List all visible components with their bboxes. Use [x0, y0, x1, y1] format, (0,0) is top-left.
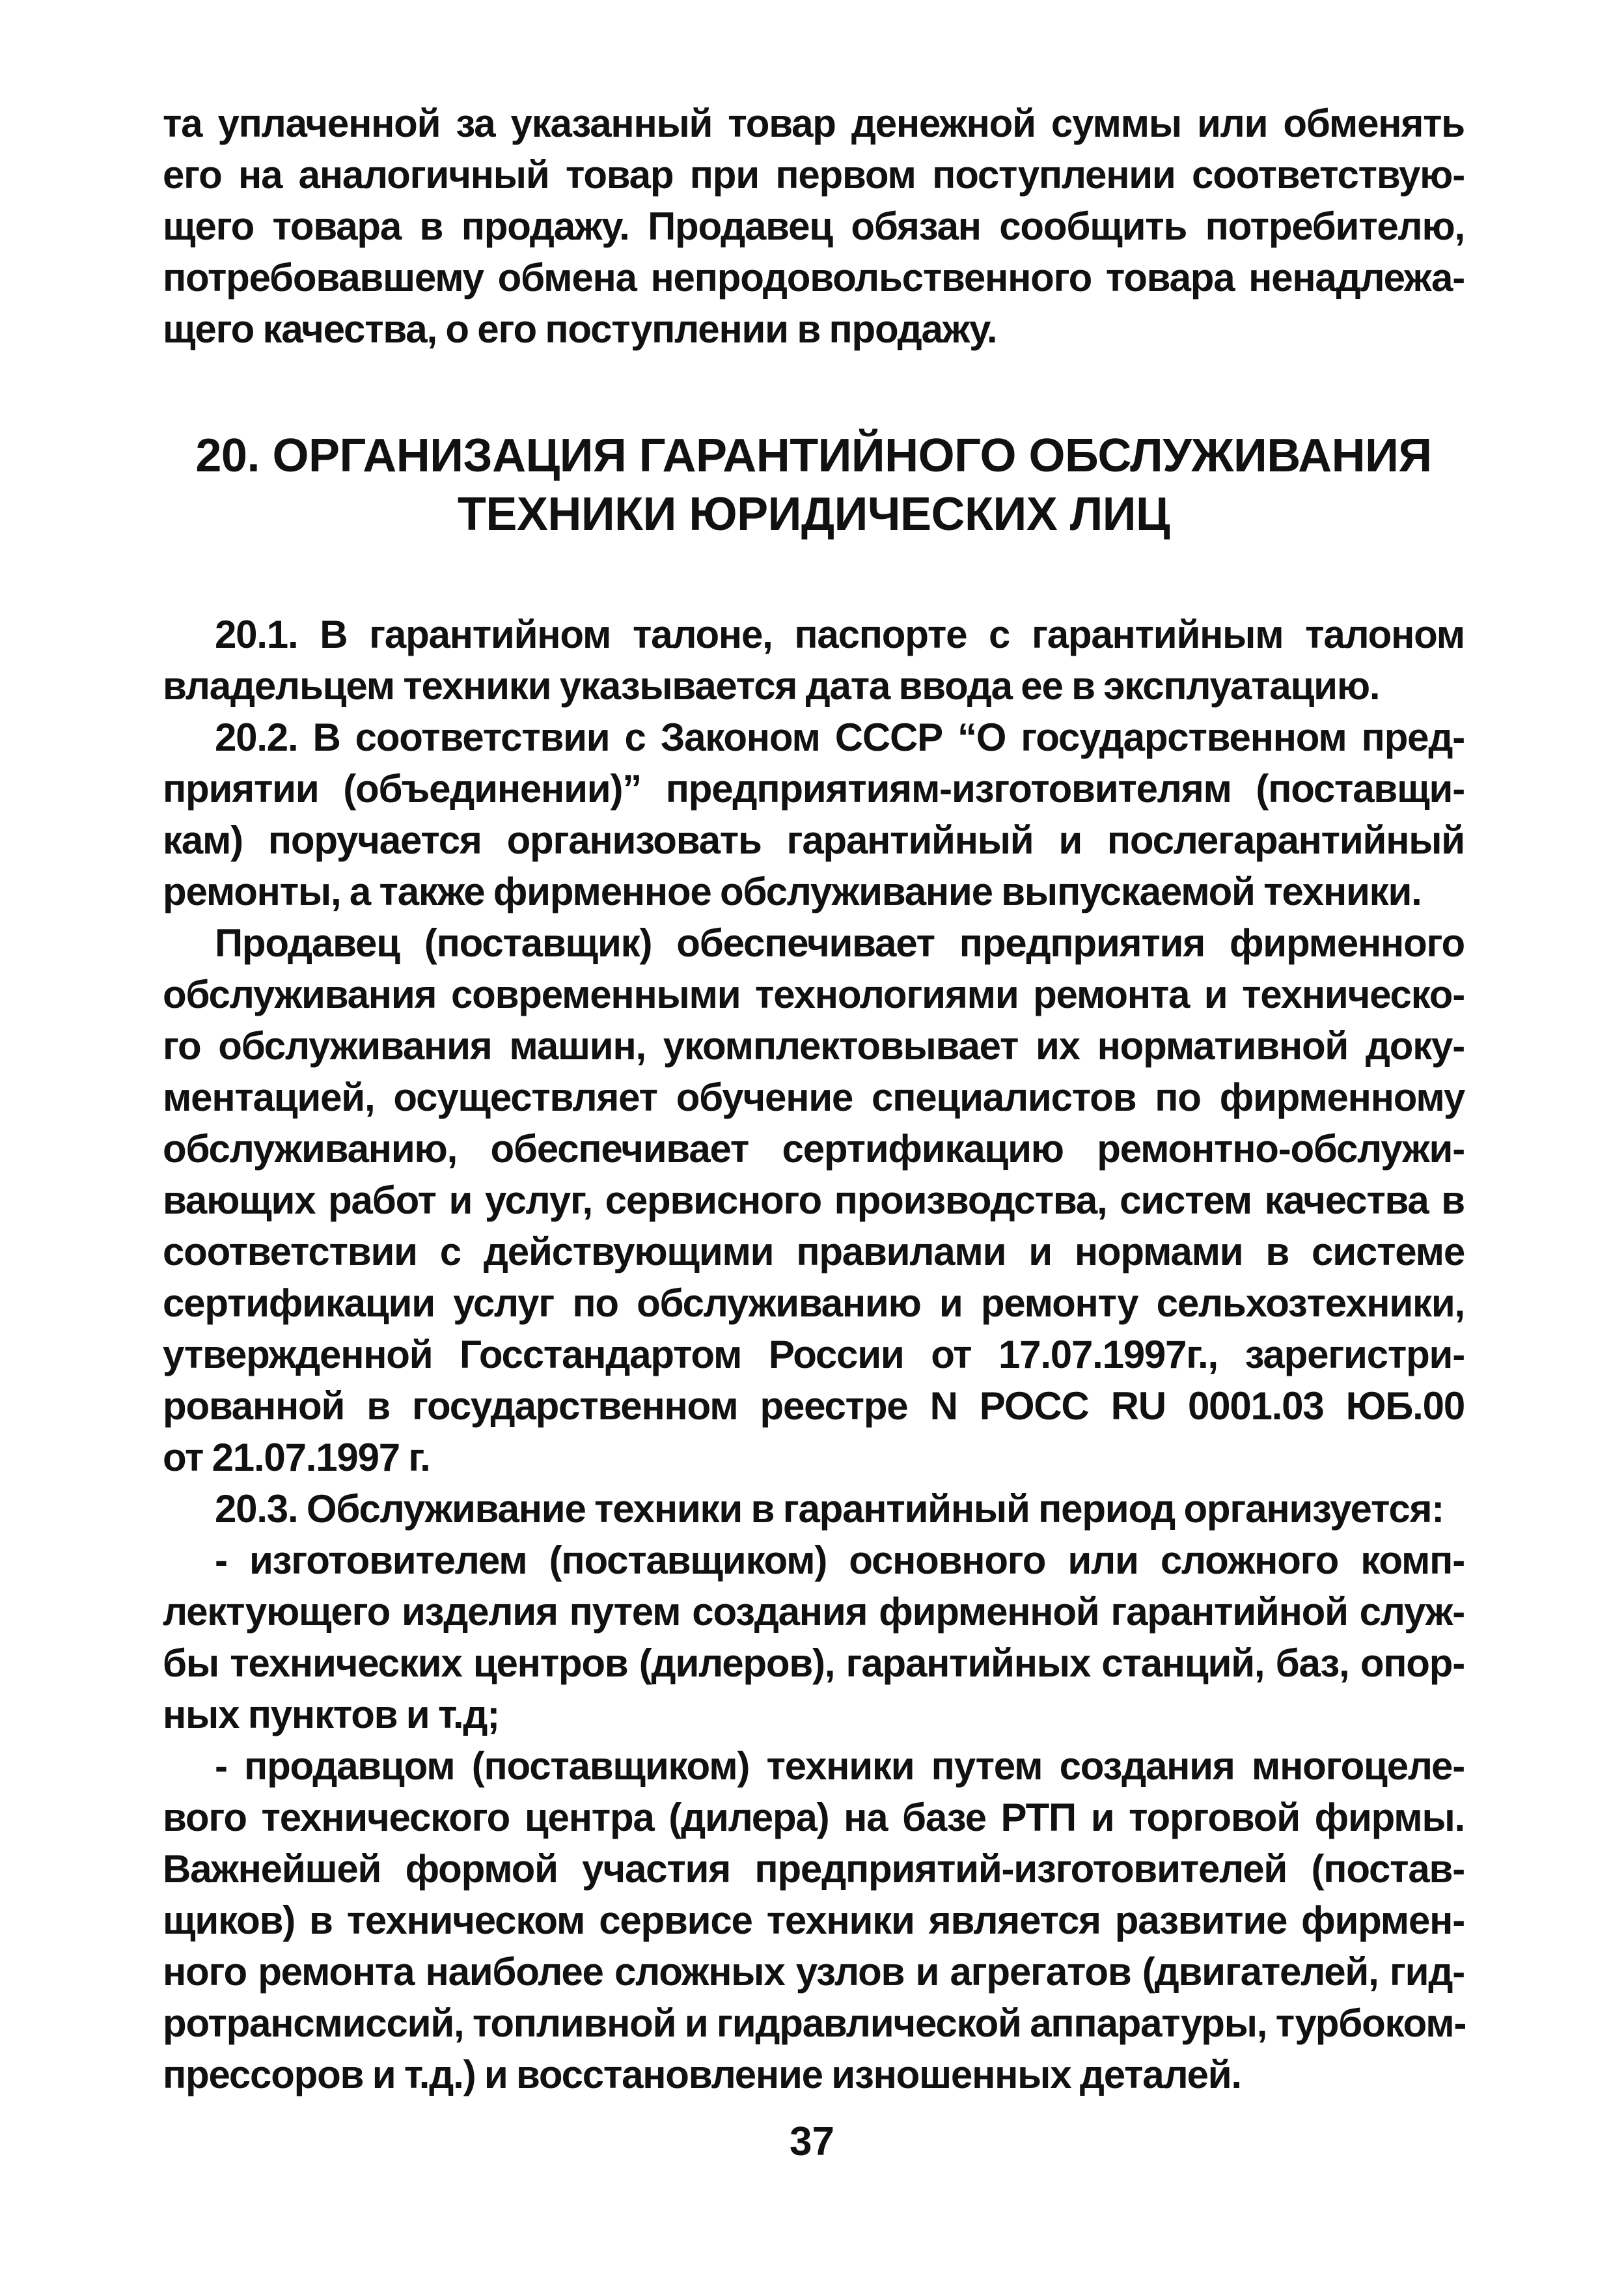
text-line: вающих работ и услуг, сервисного производства, систем качества в — [163, 1178, 1465, 1222]
text-line: щего качества, о его поступлении в продажу. — [163, 307, 997, 351]
spacer — [163, 544, 1465, 609]
text-line: обслуживанию, обеспечивает сертификацию ремонтно-обслужи- — [163, 1127, 1465, 1171]
text-line: владельцем техники указывается дата ввода ее в эксплуатацию. — [163, 664, 1380, 708]
page-content — [163, 98, 1465, 2100]
text-line: го обслуживания машин, укомплектовывает их нормативной доку- — [163, 1024, 1465, 1068]
text-line: ментацией, осуществляет обучение специалистов по фирменному — [163, 1076, 1465, 1119]
text-line: 20.1. В гарантийном талоне, паспорте с гарантийным талоном — [215, 613, 1465, 656]
text-line: та уплаченной за указанный товар денежной суммы или обменять — [163, 102, 1465, 145]
paragraph-20-2 — [163, 712, 1465, 917]
text-line: прессоров и т.д.) и восстановление изношенных деталей. — [163, 2053, 1241, 2096]
text-line: от 21.07.1997 г. — [163, 1436, 430, 1479]
text-line: щиков) в техническом сервисе техники является развитие фирмен- — [163, 1899, 1465, 1942]
text-line: вого технического центра (дилера) на базе РТП и торговой фирмы. — [163, 1796, 1465, 1839]
section-heading — [163, 426, 1465, 544]
section-heading-line: ТЕХНИКИ ЮРИДИЧЕСКИХ ЛИЦ — [457, 488, 1170, 540]
text-line: щего товара в продажу. Продавец обязан сообщить потребителю, — [163, 204, 1465, 248]
text-line: - изготовителем (поставщиком) основного или сложного комп- — [215, 1538, 1465, 1582]
text-line: сертификации услуг по обслуживанию и ремонту сельхозтехники, — [163, 1281, 1465, 1325]
text-line: соответствии с действующими правилами и нормами в системе — [163, 1230, 1465, 1273]
text-line: ных пунктов и т.д; — [163, 1693, 499, 1736]
paragraph-20-1 — [163, 609, 1465, 712]
paragraph-seller — [163, 917, 1465, 1483]
text-line: утвержденной Госстандартом России от 17.07.1997г., зарегистри- — [163, 1333, 1465, 1376]
text-line: его на аналогичный товар при первом поступлении соответствую- — [163, 153, 1465, 197]
text-line: Продавец (поставщик) обеспечивает предприятия фирменного — [215, 921, 1465, 965]
text-line: кам) поручается организовать гарантийный и послегарантийный — [163, 818, 1465, 862]
text-line: приятии (объединении)” предприятиям-изготовителям (поставщи- — [163, 767, 1465, 811]
page-number: 37 — [790, 2119, 834, 2164]
text-line: 20.2. В соответствии с Законом СССР “О государственном пред- — [215, 716, 1465, 759]
text-line: ремонты, а также фирменное обслуживание выпускаемой техники. — [163, 870, 1422, 913]
paragraph-20-3 — [163, 1483, 1465, 1535]
list-item-seller — [163, 1740, 1465, 2100]
section-heading-line: 20. ОРГАНИЗАЦИЯ ГАРАНТИЙНОГО ОБСЛУЖИВАНИЯ — [195, 430, 1432, 482]
text-line: потребовавшему обмена непродовольственного товара ненадлежа- — [163, 256, 1465, 299]
text-line: Важнейшей формой участия предприятий-изготовителей (постав- — [163, 1847, 1465, 1891]
text-line: лектующего изделия путем создания фирменной гарантийной служ- — [163, 1590, 1465, 1634]
text-line: 20.3. Обслуживание техники в гарантийный период организуется: — [215, 1487, 1444, 1531]
spacer — [163, 355, 1465, 426]
text-line: ротрансмиссий, топливной и гидравлической аппаратуры, турбоком- — [163, 2001, 1466, 2045]
text-line: обслуживания современными технологиями ремонта и техническо- — [163, 973, 1465, 1016]
text-line: бы технических центров (дилеров), гарантийных станций, баз, опор- — [163, 1641, 1465, 1685]
list-item-manufacturer — [163, 1535, 1465, 1740]
text-line: ного ремонта наиболее сложных узлов и агрегатов (двигателей, гид- — [163, 1950, 1465, 1994]
text-line: рованной в государственном реестре N РОСС RU 0001.03 ЮБ.00 — [163, 1384, 1465, 1428]
text-line: - продавцом (поставщиком) техники путем создания многоцеле- — [215, 1744, 1465, 1788]
intro-paragraph — [163, 98, 1465, 355]
